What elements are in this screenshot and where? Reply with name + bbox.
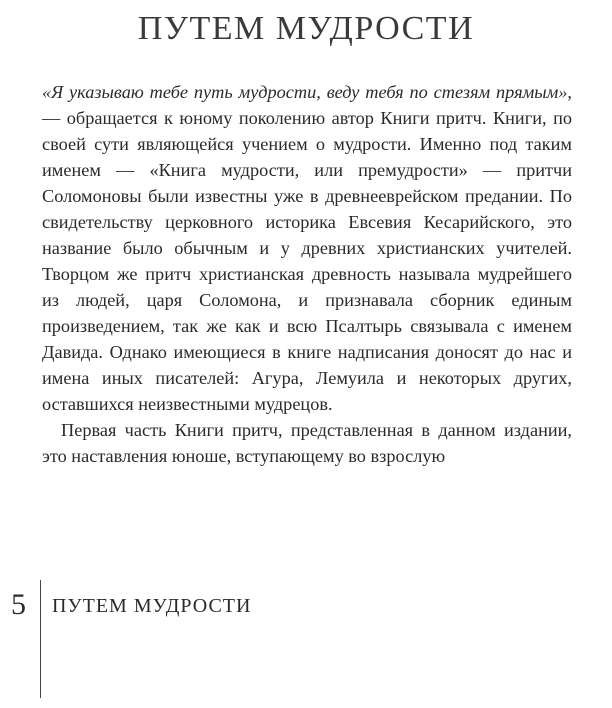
paragraph-1-text: , — обращается к юному поколению автор Книги притч. Книги, по своей сути являющейся учением о мудрости. Именно под таким именем — «Книга мудрости, или премудрости» — притчи Соломоновы были известны уже в древнееврейском предании. По свидетельству церковного историка Евсевия Кесарийского, это название было обычным и у древних христианских учителей. Творцом же притч христианская древность называла мудрейшего из людей, царя Соломона, и признавала сборник единым произведением, так же как и всю Псалтырь связывала с именем Давида. Однако имеющиеся в книге надписания доносят до нас и имена иных писателей: Агура, Лемуила и некоторых других, оставшихся неизвестными мудрецов. xyxy=(42,82,572,414)
running-title: ПУТЕМ МУДРОСТИ xyxy=(52,595,252,617)
page-title: ПУТЕМ МУДРОСТИ xyxy=(137,10,475,47)
page-number: 5 xyxy=(11,588,26,621)
paragraph-2: Первая часть Книги притч, представленная в данном издании, это наставления юноше, вступающему во взрослую xyxy=(42,420,572,466)
quote: «Я указываю тебе путь мудрости, веду тебя по стезям прямым» xyxy=(42,82,568,102)
footer-divider xyxy=(40,580,41,698)
body-text xyxy=(42,79,572,469)
paragraph-1 xyxy=(42,79,572,417)
